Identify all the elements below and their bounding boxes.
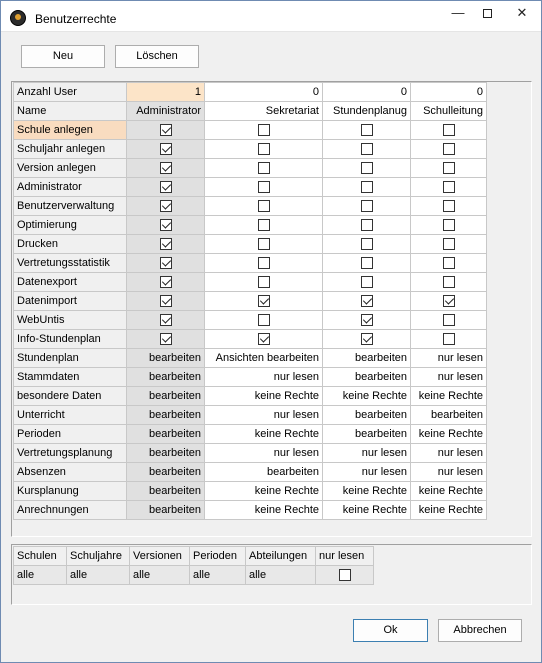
permission-checkbox-cell[interactable]: [411, 216, 487, 235]
permission-checkbox-cell[interactable]: [127, 311, 205, 330]
access-level-cell[interactable]: bearbeiten: [127, 387, 205, 406]
checkbox-unchecked[interactable]: [443, 257, 455, 269]
permission-checkbox-cell[interactable]: [411, 121, 487, 140]
checkbox-unchecked[interactable]: [361, 219, 373, 231]
access-level-cell[interactable]: keine Rechte: [323, 387, 411, 406]
permission-checkbox-cell[interactable]: [411, 273, 487, 292]
permission-checkbox-cell[interactable]: [323, 292, 411, 311]
permission-checkbox-cell[interactable]: [205, 178, 323, 197]
checkbox-unchecked[interactable]: [258, 162, 270, 174]
access-level-label: Vertretungsplanung: [14, 444, 127, 463]
checkbox-unchecked[interactable]: [361, 124, 373, 136]
checkbox-checked[interactable]: [160, 276, 172, 288]
scope-column-header: Versionen: [130, 547, 190, 566]
access-level-label: Kursplanung: [14, 482, 127, 501]
checkbox-checked[interactable]: [160, 257, 172, 269]
access-level-cell[interactable]: nur lesen: [411, 463, 487, 482]
minimize-button[interactable]: —: [451, 5, 465, 20]
checkbox-checked[interactable]: [361, 295, 373, 307]
permission-checkbox-cell[interactable]: [127, 254, 205, 273]
permission-checkbox-cell[interactable]: [205, 292, 323, 311]
user-name-row: [14, 102, 487, 121]
new-button[interactable]: Neu: [21, 45, 105, 68]
permission-row: [14, 254, 487, 273]
permission-row: [14, 178, 487, 197]
maximize-icon: [483, 9, 492, 18]
app-icon: [10, 10, 26, 26]
access-level-cell[interactable]: nur lesen: [411, 349, 487, 368]
checkbox-checked[interactable]: [160, 181, 172, 193]
title-bar: [1, 1, 541, 32]
access-level-cell[interactable]: Ansichten bearbeiten: [205, 349, 323, 368]
checkbox-unchecked[interactable]: [361, 162, 373, 174]
permissions-grid: [11, 81, 532, 537]
access-level-cell[interactable]: bearbeiten: [127, 501, 205, 520]
scope-column-header: Perioden: [190, 547, 246, 566]
access-level-row: [14, 444, 487, 463]
permission-checkbox-cell[interactable]: [411, 254, 487, 273]
permission-checkbox-cell[interactable]: [323, 178, 411, 197]
permission-checkbox-cell[interactable]: [323, 273, 411, 292]
checkbox-checked[interactable]: [160, 143, 172, 155]
scope-column-header: nur lesen: [316, 547, 374, 566]
user-name-cell[interactable]: Schulleitung: [411, 102, 487, 121]
access-level-cell[interactable]: bearbeiten: [127, 406, 205, 425]
checkbox-unchecked[interactable]: [443, 314, 455, 326]
access-level-cell[interactable]: nur lesen: [205, 368, 323, 387]
permissions-table: [13, 82, 487, 520]
access-level-label: Stundenplan: [14, 349, 127, 368]
permission-row: [14, 121, 487, 140]
checkbox-unchecked[interactable]: [361, 143, 373, 155]
access-level-cell[interactable]: nur lesen: [205, 444, 323, 463]
permission-label[interactable]: Schule anlegen: [14, 121, 127, 140]
scope-value-row: [14, 566, 374, 585]
window-title: Benutzerrechte: [35, 12, 117, 26]
access-level-label: Anrechnungen: [14, 501, 127, 520]
permission-checkbox-cell[interactable]: [323, 330, 411, 349]
scope-value-cell[interactable]: alle: [67, 566, 130, 585]
access-level-cell[interactable]: keine Rechte: [411, 482, 487, 501]
permission-label[interactable]: Info-Stundenplan: [14, 330, 127, 349]
access-level-cell[interactable]: bearbeiten: [411, 406, 487, 425]
scope-value-cell[interactable]: alle: [130, 566, 190, 585]
checkbox-checked[interactable]: [443, 295, 455, 307]
read-only-cell[interactable]: [316, 566, 374, 585]
permission-checkbox-cell[interactable]: [127, 330, 205, 349]
checkbox-unchecked[interactable]: [443, 124, 455, 136]
scope-column-header: Abteilungen: [246, 547, 316, 566]
scope-column-header: Schuljahre: [67, 547, 130, 566]
checkbox-unchecked[interactable]: [361, 276, 373, 288]
permission-row: [14, 216, 487, 235]
checkbox-checked[interactable]: [160, 314, 172, 326]
permission-checkbox-cell[interactable]: [205, 273, 323, 292]
access-level-row: [14, 406, 487, 425]
permission-label[interactable]: Drucken: [14, 235, 127, 254]
user-name-cell[interactable]: Administrator: [127, 102, 205, 121]
checkbox-unchecked[interactable]: [258, 124, 270, 136]
permission-checkbox-cell[interactable]: [323, 121, 411, 140]
scope-value-cell[interactable]: alle: [246, 566, 316, 585]
permission-label[interactable]: WebUntis: [14, 311, 127, 330]
access-level-cell[interactable]: nur lesen: [411, 444, 487, 463]
checkbox-unchecked[interactable]: [443, 333, 455, 345]
permission-checkbox-cell[interactable]: [205, 140, 323, 159]
access-level-row: [14, 349, 487, 368]
permission-checkbox-cell[interactable]: [411, 159, 487, 178]
permission-label[interactable]: Administrator: [14, 178, 127, 197]
permission-checkbox-cell[interactable]: [411, 235, 487, 254]
permission-row: [14, 197, 487, 216]
checkbox-unchecked[interactable]: [443, 162, 455, 174]
permission-checkbox-cell[interactable]: [323, 159, 411, 178]
permission-checkbox-cell[interactable]: [205, 235, 323, 254]
cancel-button[interactable]: Abbrechen: [438, 619, 522, 642]
permission-row: [14, 140, 487, 159]
access-level-cell[interactable]: nur lesen: [323, 444, 411, 463]
permission-checkbox-cell[interactable]: [205, 197, 323, 216]
access-level-cell[interactable]: keine Rechte: [411, 387, 487, 406]
checkbox-checked[interactable]: [160, 124, 172, 136]
permission-checkbox-cell[interactable]: [323, 235, 411, 254]
checkbox-checked[interactable]: [160, 162, 172, 174]
access-level-cell[interactable]: bearbeiten: [127, 425, 205, 444]
scope-header-row: [14, 547, 374, 566]
access-level-cell[interactable]: nur lesen: [411, 368, 487, 387]
access-level-cell[interactable]: nur lesen: [323, 463, 411, 482]
permission-checkbox-cell[interactable]: [323, 311, 411, 330]
access-level-cell[interactable]: keine Rechte: [205, 501, 323, 520]
checkbox-checked[interactable]: [361, 333, 373, 345]
access-level-cell[interactable]: bearbeiten: [205, 463, 323, 482]
permission-row: [14, 330, 487, 349]
scope-value-cell[interactable]: alle: [14, 566, 67, 585]
user-count-cell[interactable]: 0: [205, 83, 323, 102]
permission-checkbox-cell[interactable]: [205, 330, 323, 349]
user-name-cell[interactable]: Sekretariat: [205, 102, 323, 121]
user-count-row: [14, 83, 487, 102]
user-name-label: Name: [14, 102, 127, 121]
permission-checkbox-cell[interactable]: [127, 292, 205, 311]
checkbox-unchecked[interactable]: [258, 276, 270, 288]
permission-label[interactable]: Schuljahr anlegen: [14, 140, 127, 159]
permission-checkbox-cell[interactable]: [127, 216, 205, 235]
ok-button[interactable]: Ok: [353, 619, 428, 642]
permission-checkbox-cell[interactable]: [205, 159, 323, 178]
checkbox-unchecked[interactable]: [258, 200, 270, 212]
access-level-cell[interactable]: bearbeiten: [323, 368, 411, 387]
checkbox-unchecked[interactable]: [258, 257, 270, 269]
access-level-cell[interactable]: keine Rechte: [411, 501, 487, 520]
permission-checkbox-cell[interactable]: [411, 292, 487, 311]
scope-value-cell[interactable]: alle: [190, 566, 246, 585]
permission-row: [14, 292, 487, 311]
permission-label[interactable]: Version anlegen: [14, 159, 127, 178]
access-level-row: [14, 368, 487, 387]
checkbox-unchecked[interactable]: [361, 238, 373, 250]
checkbox-unchecked[interactable]: [361, 200, 373, 212]
permission-row: [14, 159, 487, 178]
checkbox-unchecked[interactable]: [443, 219, 455, 231]
permission-checkbox-cell[interactable]: [323, 254, 411, 273]
permission-checkbox-cell[interactable]: [205, 254, 323, 273]
permission-row: [14, 235, 487, 254]
access-level-row: [14, 482, 487, 501]
checkbox-checked[interactable]: [160, 200, 172, 212]
checkbox-checked[interactable]: [361, 314, 373, 326]
permission-checkbox-cell[interactable]: [127, 197, 205, 216]
permission-checkbox-cell[interactable]: [411, 197, 487, 216]
checkbox-unchecked[interactable]: [443, 238, 455, 250]
access-level-cell[interactable]: keine Rechte: [205, 387, 323, 406]
permission-checkbox-cell[interactable]: [205, 121, 323, 140]
checkbox-checked[interactable]: [160, 238, 172, 250]
checkbox-unchecked[interactable]: [443, 143, 455, 155]
checkbox-unchecked[interactable]: [258, 143, 270, 155]
permission-checkbox-cell[interactable]: [411, 140, 487, 159]
access-level-label: Perioden: [14, 425, 127, 444]
checkbox-checked[interactable]: [160, 219, 172, 231]
permission-label[interactable]: Datenimport: [14, 292, 127, 311]
access-level-label: Stammdaten: [14, 368, 127, 387]
access-level-label: besondere Daten: [14, 387, 127, 406]
access-level-cell[interactable]: bearbeiten: [323, 349, 411, 368]
permission-label[interactable]: Benutzerverwaltung: [14, 197, 127, 216]
delete-button[interactable]: Löschen: [115, 45, 199, 68]
checkbox-unchecked[interactable]: [443, 200, 455, 212]
permission-checkbox-cell[interactable]: [127, 178, 205, 197]
checkbox-unchecked[interactable]: [258, 314, 270, 326]
access-level-cell[interactable]: keine Rechte: [411, 425, 487, 444]
permission-row: [14, 311, 487, 330]
user-count-cell[interactable]: 1: [127, 83, 205, 102]
checkbox-unchecked[interactable]: [361, 181, 373, 193]
access-level-cell[interactable]: bearbeiten: [127, 444, 205, 463]
checkbox-unchecked[interactable]: [443, 276, 455, 288]
access-level-cell[interactable]: nur lesen: [205, 406, 323, 425]
maximize-button[interactable]: [471, 5, 503, 23]
scope-column-header: Schulen: [14, 547, 67, 566]
access-level-row: [14, 387, 487, 406]
permission-checkbox-cell[interactable]: [205, 216, 323, 235]
checkbox-checked[interactable]: [258, 333, 270, 345]
permission-checkbox-cell[interactable]: [323, 140, 411, 159]
permission-row: [14, 273, 487, 292]
permission-checkbox-cell[interactable]: [411, 330, 487, 349]
access-level-cell[interactable]: bearbeiten: [127, 482, 205, 501]
checkbox-checked[interactable]: [258, 295, 270, 307]
checkbox-unchecked[interactable]: [258, 219, 270, 231]
permission-checkbox-cell[interactable]: [411, 311, 487, 330]
permission-label[interactable]: Datenexport: [14, 273, 127, 292]
access-level-cell[interactable]: bearbeiten: [127, 349, 205, 368]
checkbox-unchecked[interactable]: [258, 181, 270, 193]
user-name-cell[interactable]: Stundenplanug: [323, 102, 411, 121]
access-level-row: [14, 501, 487, 520]
access-level-label: Unterricht: [14, 406, 127, 425]
access-level-cell[interactable]: keine Rechte: [205, 425, 323, 444]
user-count-cell[interactable]: 0: [411, 83, 487, 102]
access-level-cell[interactable]: bearbeiten: [323, 406, 411, 425]
checkbox-checked[interactable]: [160, 333, 172, 345]
access-level-row: [14, 425, 487, 444]
access-level-cell[interactable]: keine Rechte: [323, 501, 411, 520]
access-level-label: Absenzen: [14, 463, 127, 482]
user-count-cell[interactable]: 0: [323, 83, 411, 102]
permission-checkbox-cell[interactable]: [127, 235, 205, 254]
user-count-label: Anzahl User: [14, 83, 127, 102]
checkbox-unchecked[interactable]: [361, 257, 373, 269]
permission-checkbox-cell[interactable]: [205, 311, 323, 330]
permission-checkbox-cell[interactable]: [323, 216, 411, 235]
read-only-checkbox[interactable]: [339, 569, 351, 581]
access-level-cell[interactable]: bearbeiten: [127, 463, 205, 482]
permission-checkbox-cell[interactable]: [127, 159, 205, 178]
close-button[interactable]: ✕: [516, 5, 528, 20]
access-level-cell[interactable]: keine Rechte: [323, 482, 411, 501]
checkbox-checked[interactable]: [160, 295, 172, 307]
scope-grid: [11, 544, 532, 605]
permission-checkbox-cell[interactable]: [411, 178, 487, 197]
checkbox-unchecked[interactable]: [443, 181, 455, 193]
access-level-cell[interactable]: keine Rechte: [205, 482, 323, 501]
access-level-cell[interactable]: bearbeiten: [323, 425, 411, 444]
permission-label[interactable]: Vertretungsstatistik: [14, 254, 127, 273]
access-level-cell[interactable]: bearbeiten: [127, 368, 205, 387]
permission-checkbox-cell[interactable]: [323, 197, 411, 216]
permission-checkbox-cell[interactable]: [127, 121, 205, 140]
permission-label[interactable]: Optimierung: [14, 216, 127, 235]
access-level-row: [14, 463, 487, 482]
scope-table: [13, 546, 374, 585]
checkbox-unchecked[interactable]: [258, 238, 270, 250]
permission-checkbox-cell[interactable]: [127, 140, 205, 159]
permission-checkbox-cell[interactable]: [127, 273, 205, 292]
